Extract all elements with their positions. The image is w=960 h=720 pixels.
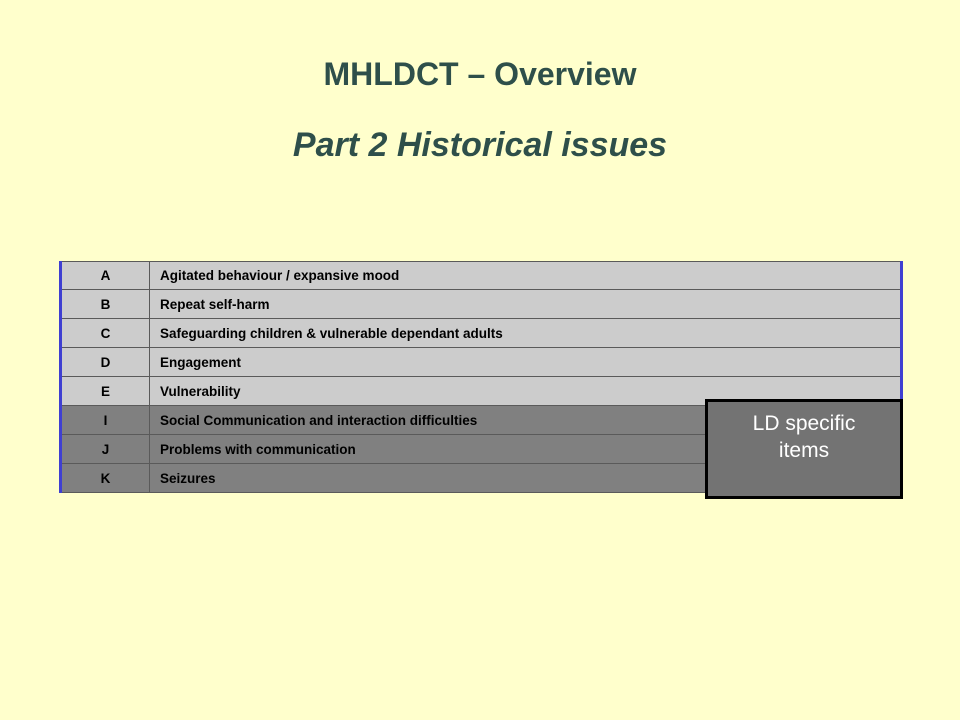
table-row [62,290,900,319]
row-letter: C [62,319,150,347]
row-label: Social Communication and interaction difficulties [160,412,478,428]
callout-line1: LD specific [752,412,856,435]
row-letter: I [62,406,150,434]
row-label: Repeat self-harm [160,296,270,312]
slide-subtitle: Part 2 Historical issues [292,126,668,164]
row-letter: J [62,435,150,463]
row-letter: E [62,377,150,405]
table-row [62,319,900,348]
table-row [62,348,900,377]
ld-specific-callout [705,399,903,499]
row-label: Safeguarding children & vulnerable dependant adults [160,325,503,341]
callout-line2: items [778,439,830,462]
row-label: Agitated behaviour / expansive mood [160,268,400,283]
row-letter: B [62,290,150,318]
row-label: Seizures [160,470,216,486]
slide-title: MHLDCT – Overview [323,56,637,92]
table-row [62,261,900,290]
row-letter: A [62,262,150,289]
row-label: Problems with communication [160,441,356,457]
row-letter: D [62,348,150,376]
row-label: Vulnerability [160,383,241,399]
row-label: Engagement [160,354,242,370]
row-letter: K [62,464,150,492]
